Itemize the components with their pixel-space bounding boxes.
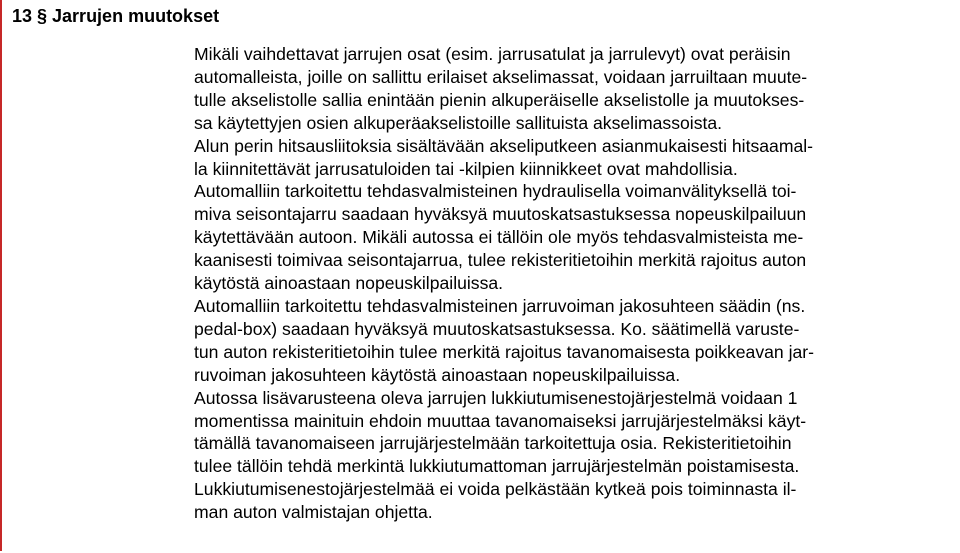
body-line: ruvoiman jakosuhteen käytöstä ainoastaan nopeuskilpailuissa. (194, 364, 681, 385)
section-body (194, 43, 934, 524)
body-line: tämällä tavanomaiseen jarrujärjestelmään tarkoitettuja osia. Rekisteritietoihin (194, 433, 792, 454)
body-line: automalleista, joille on sallittu erilaiset akselimassat, voidaan jarruiltaan muute- (194, 66, 808, 87)
body-line: momentissa mainituin ehdoin muuttaa tavanomaiseksi jarrujärjestelmäksi käyt- (194, 410, 807, 431)
body-line: käytettävään autoon. Mikäli autossa ei tällöin ole myös tehdasvalmisteista me- (194, 227, 804, 248)
section-heading: 13 § Jarrujen muutokset (12, 6, 220, 26)
body-line: la kiinnitettävät jarrusatuloiden tai -kilpien kiinnikkeet ovat mahdollisia. (194, 158, 738, 179)
body-line: Mikäli vaihdettavat jarrujen osat (esim. jarrusatulat ja jarrulevyt) ovat peräisin (194, 44, 791, 64)
body-line: Automalliin tarkoitettu tehdasvalmisteinen jarruvoiman jakosuhteen säädin (ns. (194, 295, 806, 316)
body-line: sa käytettyjen osien alkuperäakselistoille sallituista akselimassoista. (194, 112, 723, 133)
body-line: tulee tällöin tehdä merkintä lukkiutumattoman jarrujärjestelmän poistamisesta. (194, 456, 800, 477)
body-line: pedal-box) saadaan hyväksyä muutoskatsastuksessa. Ko. säätimellä varuste- (194, 318, 800, 339)
body-line: Alun perin hitsausliitoksia sisältävään akseliputkeen asianmukaisesti hitsaamal- (194, 135, 814, 156)
body-line: tun auton rekisteritietoihin tulee merkitä rajoitus tavanomaisesta poikkeavan jar- (194, 341, 815, 362)
body-line: miva seisontajarru saadaan hyväksyä muutoskatsastuksessa nopeuskilpailuun (194, 204, 807, 225)
body-line: tulle akselistolle sallia enintään pienin alkuperäiselle akselistolle ja muutokses- (194, 89, 805, 110)
body-line: Automalliin tarkoitettu tehdasvalmisteinen hydraulisella voimanvälityksellä toi- (194, 181, 797, 202)
body-line: Autossa lisävarusteena oleva jarrujen lukkiutumisenestojärjestelmä voidaan 1 (194, 387, 798, 408)
body-line: man auton valmistajan ohjetta. (194, 502, 433, 523)
body-line: Lukkiutumisenestojärjestelmää ei voida pelkästään kytkeä pois toiminnasta il- (194, 479, 797, 500)
body-line: kaanisesti toimivaa seisontajarrua, tulee rekisteritietoihin merkitä rajoitus auton (194, 250, 807, 271)
body-line: käytöstä ainoastaan nopeuskilpailuissa. (194, 273, 504, 294)
